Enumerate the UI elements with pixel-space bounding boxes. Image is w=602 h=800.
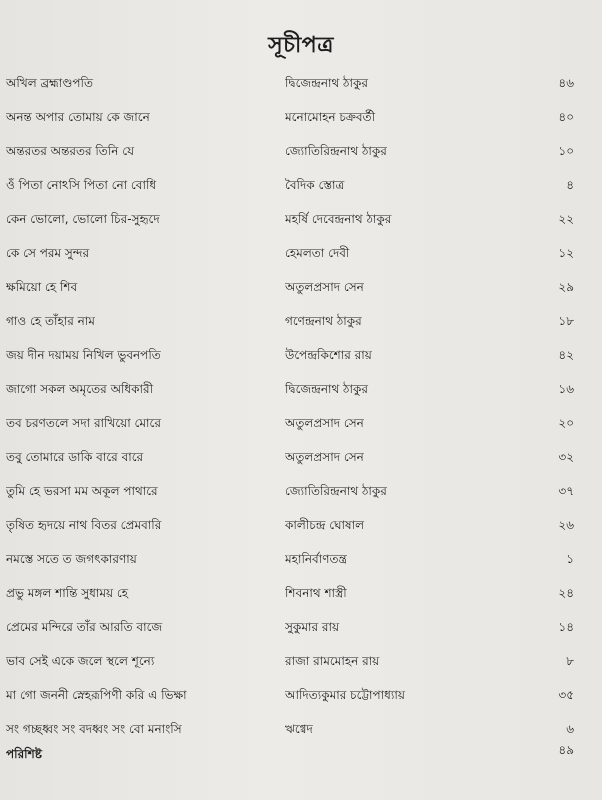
page-number: ৮ bbox=[566, 654, 574, 668]
song-title: কে সে পরম সুন্দর bbox=[6, 246, 90, 260]
song-title: অন্তরতর অন্তরতর তিনি যে bbox=[6, 144, 134, 158]
author-name: হেমলতা দেবী bbox=[285, 246, 350, 260]
page-number: ১০ bbox=[558, 144, 574, 158]
contents-row bbox=[0, 202, 602, 236]
page-number: ২০ bbox=[558, 416, 574, 430]
song-title: জয় দীন দয়াময় নিখিল ভুবনপতি bbox=[6, 348, 161, 362]
page-number: ৪০ bbox=[558, 110, 574, 124]
author-name: দ্বিজেন্দ্রনাথ ঠাকুর bbox=[285, 382, 368, 396]
song-title: তব চরণতলে সদা রাখিয়ো মোরে bbox=[6, 416, 161, 430]
author-name: আদিত্যকুমার চট্টোপাধ্যায় bbox=[285, 688, 405, 702]
page-number: ২২ bbox=[558, 212, 574, 226]
author-name: অতুলপ্রসাদ সেন bbox=[285, 416, 364, 430]
author-name: উপেন্দ্রকিশোর রায় bbox=[285, 348, 372, 362]
contents-row bbox=[0, 304, 602, 338]
song-title: জাগো সকল অমৃতের অধিকারী bbox=[6, 382, 154, 396]
contents-row bbox=[0, 168, 602, 202]
contents-row bbox=[0, 474, 602, 508]
author-name: রাজা রামমোহন রায় bbox=[285, 654, 380, 668]
page-number: ২৬ bbox=[558, 518, 574, 532]
author-name: অতুলপ্রসাদ সেন bbox=[285, 450, 364, 464]
song-title: তুমি হে ভরসা মম অকূল পাথারে bbox=[6, 484, 158, 498]
author-name: শিবনাথ শাস্ত্রী bbox=[285, 586, 347, 600]
song-title: গাও হে তাঁহার নাম bbox=[6, 314, 95, 328]
author-name: মনোমোহন চক্রবর্তী bbox=[285, 110, 375, 124]
appendix-label: পরিশিষ্ট bbox=[6, 747, 42, 761]
contents-row bbox=[0, 678, 602, 712]
song-title: মা গো জননী স্নেহরূপিণী করি এ ভিক্ষা bbox=[6, 688, 187, 702]
page-title: সূচীপত্র bbox=[268, 33, 334, 58]
song-title: সং গচ্ছধ্বং সং বদধ্বং সং বো মনাংসি bbox=[6, 722, 182, 736]
song-title: অখিল ব্রহ্মাণ্ডপতি bbox=[6, 76, 93, 90]
page-number: ৬ bbox=[566, 722, 574, 736]
song-title: প্রেমের মন্দিরে তাঁর আরতি বাজে bbox=[6, 620, 163, 634]
contents-row bbox=[0, 100, 602, 134]
page-number: ২৯ bbox=[558, 280, 574, 294]
author-name: কালীচন্দ্র ঘোষাল bbox=[285, 518, 365, 532]
page-number: ৩২ bbox=[558, 450, 574, 464]
contents-row bbox=[0, 542, 602, 576]
author-name: অতুলপ্রসাদ সেন bbox=[285, 280, 364, 294]
contents-row bbox=[0, 134, 602, 168]
page-number: ২৪ bbox=[558, 586, 574, 600]
author-name: বৈদিক স্তোত্র bbox=[285, 178, 345, 192]
page-number: ১৮ bbox=[558, 314, 574, 328]
author-name: সুকুমার রায় bbox=[285, 620, 340, 634]
contents-row bbox=[0, 644, 602, 678]
contents-row bbox=[0, 406, 602, 440]
author-name: গণেন্দ্রনাথ ঠাকুর bbox=[285, 314, 362, 328]
song-title: ক্ষমিয়ো হে শিব bbox=[6, 280, 78, 294]
song-title: প্রভু মঙ্গল শান্তি সুধাময় হে bbox=[6, 586, 129, 600]
contents-list bbox=[0, 66, 602, 746]
contents-row bbox=[0, 372, 602, 406]
author-name: মহানির্বাণতন্ত্র bbox=[285, 552, 347, 566]
song-title: ভাব সেই একে জলে স্থলে শূন্যে bbox=[6, 654, 155, 668]
page-number: ১৪ bbox=[558, 620, 574, 634]
author-name: দ্বিজেন্দ্রনাথ ঠাকুর bbox=[285, 76, 368, 90]
author-name: মহর্ষি দেবেন্দ্রনাথ ঠাকুর bbox=[285, 212, 392, 226]
page-number: ৩৭ bbox=[558, 484, 574, 498]
page-number: ১২ bbox=[558, 246, 574, 260]
page-number: ৩৫ bbox=[558, 688, 574, 702]
song-title: অনন্ত অপার তোমায় কে জানে bbox=[6, 110, 150, 124]
contents-row bbox=[0, 440, 602, 474]
contents-row bbox=[0, 610, 602, 644]
song-title: তবু তোমারে ডাকি বারে বারে bbox=[6, 450, 144, 464]
page-number: ১ bbox=[566, 552, 574, 566]
contents-row bbox=[0, 270, 602, 304]
contents-row bbox=[0, 338, 602, 372]
page-number: ৪২ bbox=[558, 348, 574, 362]
contents-row bbox=[0, 576, 602, 610]
page-number: ১৬ bbox=[558, 382, 574, 396]
contents-row bbox=[0, 66, 602, 100]
song-title: নমস্তে সতে ত জগৎকারণায় bbox=[6, 552, 137, 566]
page-number: ৪৬ bbox=[558, 76, 574, 90]
author-name: জ্যোতিরিন্দ্রনাথ ঠাকুর bbox=[285, 484, 387, 498]
song-title: ওঁ পিতা নোঽসি পিতা নো বোধি bbox=[6, 178, 157, 192]
appendix-page-number: ৪৯ bbox=[558, 743, 574, 757]
page-number: ৪ bbox=[566, 178, 574, 192]
author-name: জ্যোতিরিন্দ্রনাথ ঠাকুর bbox=[285, 144, 387, 158]
song-title: কেন ভোলো, ভোলো চির-সুহৃদে bbox=[6, 212, 160, 226]
song-title: তৃষিত হৃদয়ে নাথ বিতর প্রেমবারি bbox=[6, 518, 162, 532]
contents-row bbox=[0, 236, 602, 270]
contents-row bbox=[0, 508, 602, 542]
contents-row bbox=[0, 712, 602, 746]
author-name: ঋগ্বেদ bbox=[285, 722, 313, 736]
